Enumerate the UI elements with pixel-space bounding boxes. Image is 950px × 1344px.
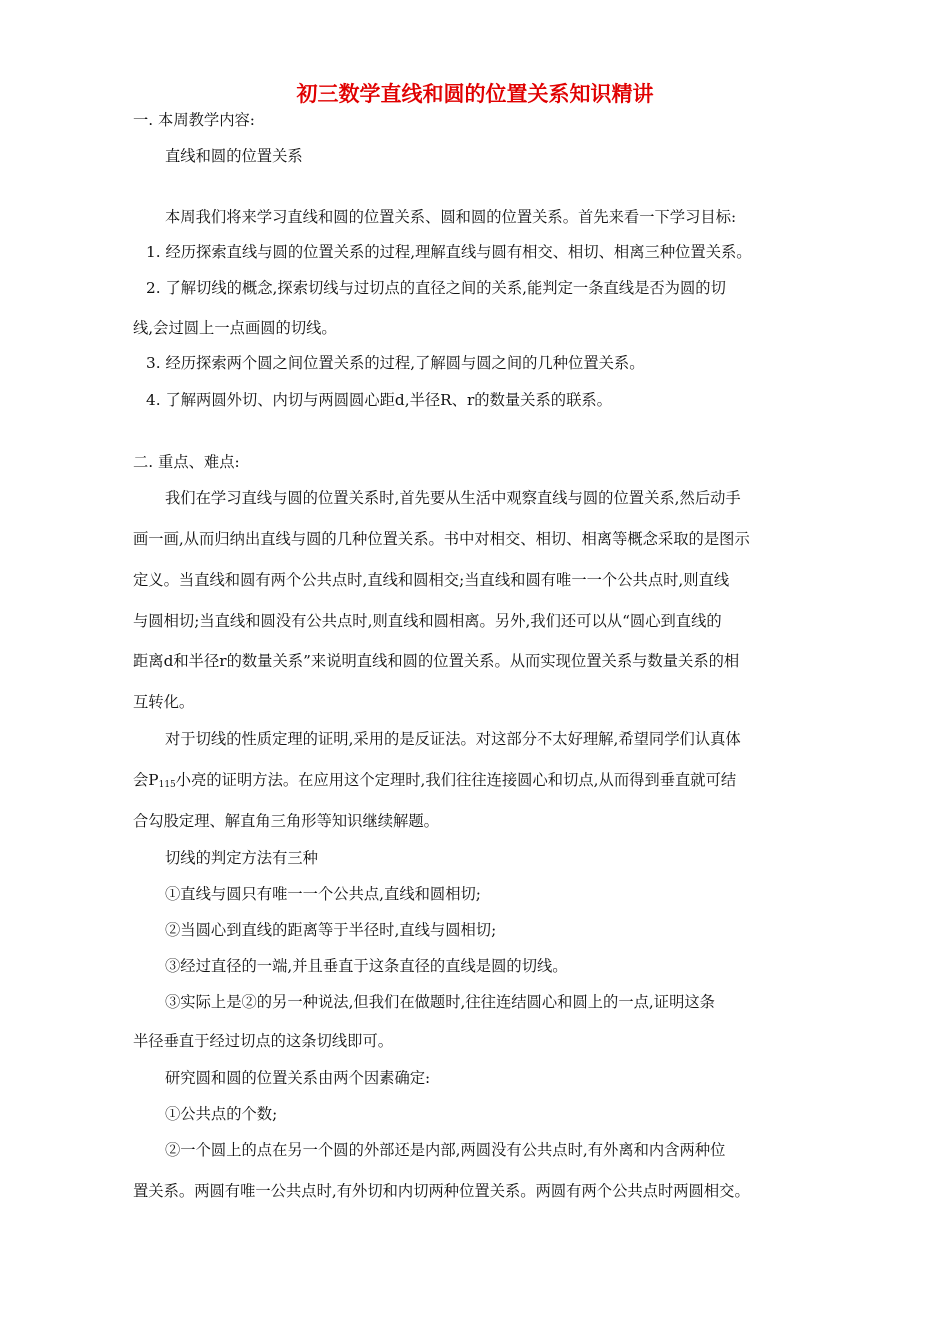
page-ref-number: 115 [158, 780, 176, 790]
goal-2-line-2: 线,会过圆上一点画圆的切线。 [133, 319, 337, 337]
goal-4: 4. 了解两圆外切、内切与两圆圆心距d,半径R、r的数量关系的联系。 [146, 391, 612, 409]
tangent-method-1: ①直线与圆只有唯一一个公共点,直线和圆相切; [165, 885, 481, 903]
paragraph-2-line-2 [133, 770, 736, 795]
note-line-2: 半径垂直于经过切点的这条切线即可。 [133, 1032, 394, 1050]
paragraph-2-line-3: 合勾股定理、解直角三角形等知识继续解题。 [133, 812, 439, 830]
page-ref-prefix: 会P [133, 771, 159, 789]
note-line-1: ③实际上是②的另一种说法,但我们在做题时,往往连结圆心和圆上的一点,证明这条 [165, 993, 715, 1011]
tangent-method-2: ②当圆心到直线的距离等于半径时,直线与圆相切; [165, 921, 497, 939]
paragraph-1-line-5: 距离d和半径r的数量关系”来说明直线和圆的位置关系。从而实现位置关系与数量关系的相 [133, 652, 740, 670]
intro-paragraph: 本周我们将来学习直线和圆的位置关系、圆和圆的位置关系。首先来看一下学习目标: [165, 208, 737, 226]
factor-2-line-2: 置关系。两圆有唯一公共点时,有外切和内切两种位置关系。两圆有两个公共点时两圆相交。 [133, 1182, 750, 1200]
section-heading-1: 一. 本周教学内容: [133, 111, 255, 129]
paragraph-1-line-2: 画一画,从而归纳出直线与圆的几种位置关系。书中对相交、相切、相离等概念采取的是图示 [133, 530, 750, 548]
goal-2-line-1: 2. 了解切线的概念,探索切线与过切点的直径之间的关系,能判定一条直线是否为圆的切 [146, 279, 726, 297]
circle-relation-heading: 研究圆和圆的位置关系由两个因素确定: [165, 1069, 431, 1087]
tangent-method-3: ③经过直径的一端,并且垂直于这条直径的直线是圆的切线。 [165, 957, 568, 975]
paragraph-2-line-1: 对于切线的性质定理的证明,采用的是反证法。对这部分不太好理解,希望同学们认真体 [165, 730, 741, 748]
paragraph-1-line-4: 与圆相切;当直线和圆没有公共点时,则直线和圆相离。另外,我们还可以从“圆心到直线的 [133, 612, 722, 630]
goal-1: 1. 经历探索直线与圆的位置关系的过程,理解直线与圆有相交、相切、相离三种位置关系。 [146, 243, 752, 261]
factor-2-line-1: ②一个圆上的点在另一个圆的外部还是内部,两圆没有公共点时,有外离和内含两种位 [165, 1141, 726, 1159]
paragraph-1-line-6: 互转化。 [133, 693, 195, 711]
page-ref-rest: 小亮的证明方法。在应用这个定理时,我们往往连接圆心和切点,从而得到垂直就可结 [175, 771, 737, 789]
factor-1: ①公共点的个数; [165, 1105, 278, 1123]
topic-line: 直线和圆的位置关系 [165, 147, 303, 165]
document-title: 初三数学直线和圆的位置关系知识精讲 [296, 82, 654, 106]
section-heading-2: 二. 重点、难点: [133, 453, 240, 471]
paragraph-1-line-3: 定义。当直线和圆有两个公共点时,直线和圆相交;当直线和圆有唯一一个公共点时,则直线 [133, 571, 730, 589]
paragraph-1-line-1: 我们在学习直线与圆的位置关系时,首先要从生活中观察直线与圆的位置关系,然后动手 [165, 489, 741, 507]
goal-3: 3. 经历探索两个圆之间位置关系的过程,了解圆与圆之间的几种位置关系。 [146, 354, 645, 372]
tangent-methods-heading: 切线的判定方法有三种 [165, 849, 318, 867]
